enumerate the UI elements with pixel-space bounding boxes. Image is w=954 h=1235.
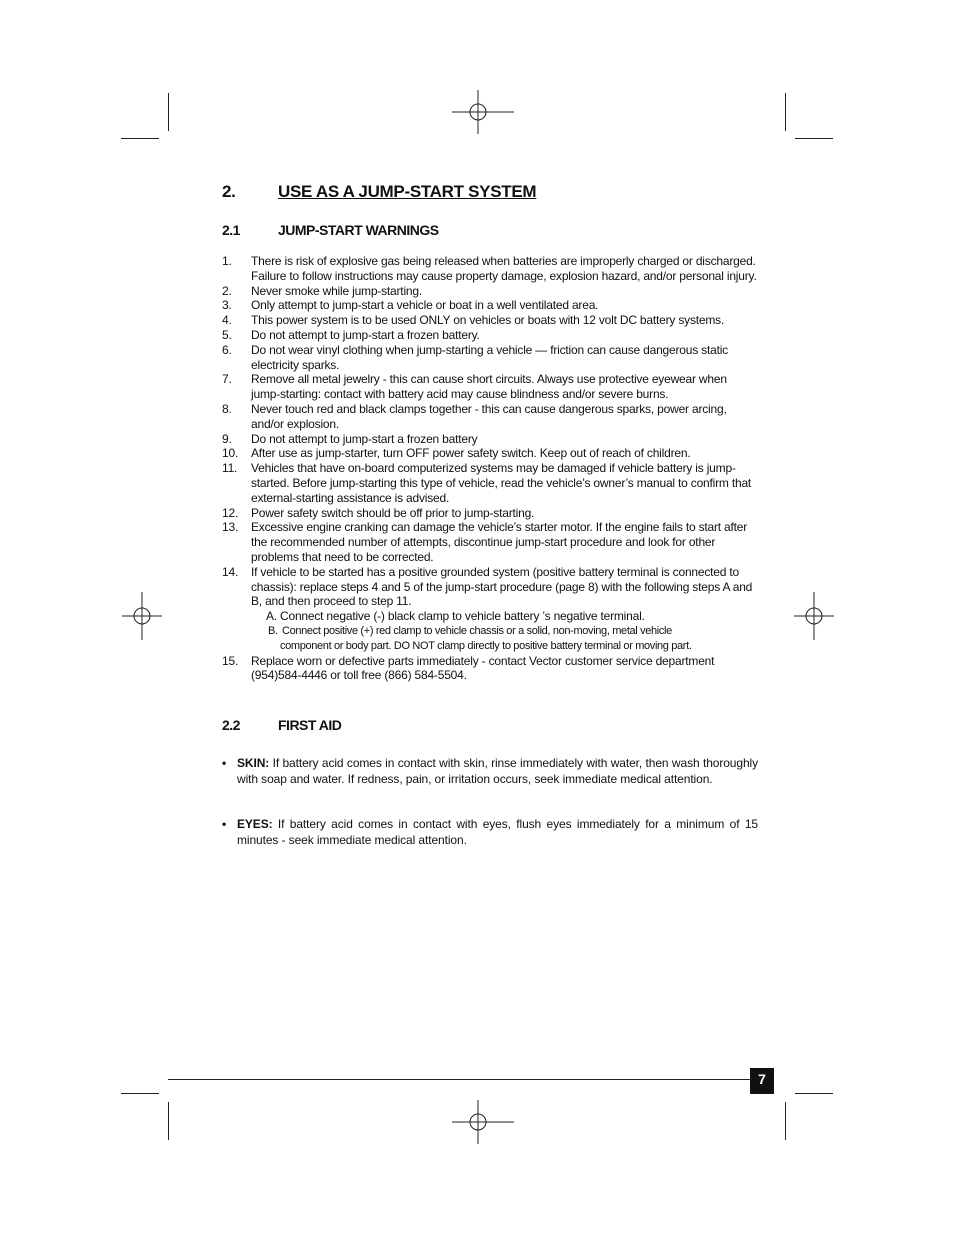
list-item: 12. Power safety switch should be off prior to jump-starting. xyxy=(222,505,535,520)
list-item: 11. Vehicles that have on-board computerized systems may be damaged if vehicle battery is jump-started. Before jump-starting this type of vehicle, read the vehicle’s owner’s manual to confirm that external-starting assistance is advised. xyxy=(222,461,752,505)
list-item: 6. Do not wear vinyl clothing when jump-starting a vehicle — friction can cause dangerous static electricity sparks. xyxy=(222,342,728,372)
list-item: 5. Do not attempt to jump-start a frozen battery. xyxy=(222,327,480,342)
warnings-number: 2.1 xyxy=(222,222,240,238)
eyes-label: EYES: xyxy=(237,817,273,831)
crop-mark xyxy=(121,138,159,139)
section-number: 2. xyxy=(222,182,236,201)
list-item: 9. Do not attempt to jump-start a frozen battery xyxy=(222,431,478,446)
first-aid-number: 2.2 xyxy=(222,717,240,733)
list-item: 13. Excessive engine cranking can damage the vehicle’s starter motor. If the engine fails to start after the recommended number of attempts, discontinue jump-start procedure and look for other problems that need to be corrected. xyxy=(222,520,748,564)
warnings-title: JUMP-START WARNINGS xyxy=(278,222,439,238)
list-item: 7. Remove all metal jewelry - this can cause short circuits. Always use protective eyewear when jump-starting: contact with battery acid may cause blindness and/or severe burns. xyxy=(222,372,727,402)
bullet: • xyxy=(222,817,227,831)
warnings-heading xyxy=(222,222,439,238)
warnings-list xyxy=(222,254,758,683)
section-heading xyxy=(222,182,536,202)
bullet: • xyxy=(222,756,227,770)
crop-mark xyxy=(795,1093,833,1094)
list-item: 15. Replace worn or defective parts immediately - contact Vector customer service department (954)584-4446 or toll free (866) 584-5504. xyxy=(222,653,715,683)
list-item: 14. If vehicle to be started has a positive grounded system (positive battery terminal is connected to chassis): replace steps 4 and 5 of the jump-start procedure (page 8) with the following steps A and B, and then proceed to step 11. xyxy=(222,564,753,609)
page-number: 7 xyxy=(750,1068,774,1094)
skin-text: If battery acid comes in contact with skin, rinse immediately with water, then wash thoroughly with soap and water. If redness, pain, or irritation occurs, seek immediate medical attention. xyxy=(237,756,758,786)
registration-mark-icon xyxy=(118,592,166,640)
first-aid-eyes xyxy=(222,817,758,848)
first-aid-skin xyxy=(222,756,758,787)
skin-label: SKIN: xyxy=(237,756,270,770)
sub-step-b-continued: component or body part. DO NOT clamp directly to positive battery terminal or moving part. xyxy=(280,639,692,652)
first-aid-heading xyxy=(222,717,341,733)
registration-mark-icon xyxy=(452,88,514,136)
section-title: USE AS A JUMP-START SYSTEM xyxy=(278,182,537,201)
crop-mark xyxy=(168,93,169,131)
crop-mark xyxy=(168,1102,169,1140)
sub-step-a: A. Connect negative (-) black clamp to vehicle battery ’s negative terminal. xyxy=(266,609,645,624)
list-item: 3. Only attempt to jump-start a vehicle or boat in a well ventilated area. xyxy=(222,298,599,313)
crop-mark xyxy=(785,93,786,131)
list-item: 4. This power system is to be used ONLY on vehicles or boats with 12 volt DC battery systems. xyxy=(222,313,725,328)
first-aid-title: FIRST AID xyxy=(278,717,342,733)
crop-mark xyxy=(121,1093,159,1094)
eyes-text: If battery acid comes in contact with eyes, flush eyes immediately for a minimum of 15 minutes - seek immediate medical attention. xyxy=(237,817,758,847)
crop-mark xyxy=(785,1102,786,1140)
list-item: 1. There is risk of explosive gas being released when batteries are improperly charged or discharged. Failure to follow instructions may cause property damage, explosion hazard, and/or personal injury. xyxy=(222,254,757,283)
footer-rule xyxy=(168,1079,750,1080)
sub-step-b: B. Connect positive (+) red clamp to vehicle chassis or a solid, non-moving, metal vehicle xyxy=(268,624,672,637)
registration-mark-icon xyxy=(452,1098,514,1146)
list-item: 8. Never touch red and black clamps together - this can cause dangerous sparks, power arcing, and/or explosion. xyxy=(222,401,727,431)
registration-mark-icon xyxy=(790,592,838,640)
list-item: 10. After use as jump-starter, turn OFF power safety switch. Keep out of reach of children. xyxy=(222,446,691,461)
crop-mark xyxy=(795,138,833,139)
list-item: 2. Never smoke while jump-starting. xyxy=(222,283,422,298)
